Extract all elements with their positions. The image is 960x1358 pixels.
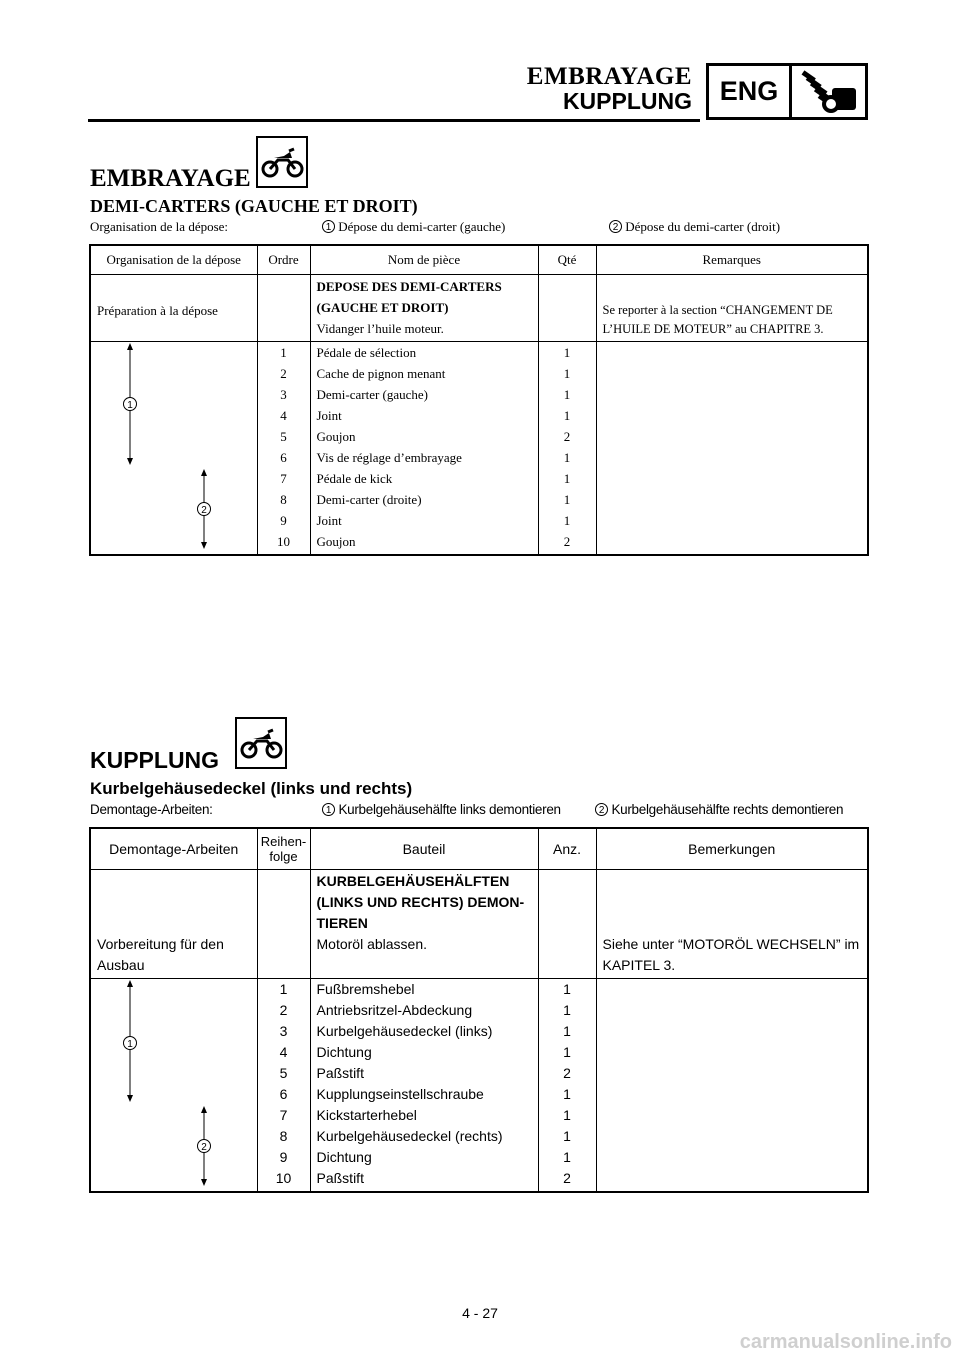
- col-header-order: Ordre: [257, 245, 310, 275]
- list-item-name: Joint: [316, 408, 342, 423]
- list-item-qty: 1: [563, 450, 571, 465]
- order-column: [257, 342, 310, 556]
- prep-name: Vidanger l’huile moteur.: [316, 321, 444, 336]
- list-item-name: Kurbelgehäusedeckel (links): [316, 1023, 493, 1039]
- list-item-order: 3: [280, 387, 287, 402]
- list-item-order: 5: [279, 1065, 288, 1081]
- engine-coil-icon: [792, 63, 868, 120]
- org-step-2-text: Dépose du demi-carter (droit): [625, 219, 781, 234]
- list-item-qty: 1: [563, 366, 571, 381]
- svg-text:1: 1: [127, 400, 133, 411]
- table-row-intro: [90, 275, 868, 342]
- section-title-de: KUPPLUNG: [90, 747, 220, 773]
- list-item-qty: 1: [563, 1107, 571, 1123]
- list-item-order: 1: [280, 345, 287, 360]
- svg-text:2: 2: [201, 505, 207, 516]
- list-item-qty: 1: [563, 471, 571, 486]
- list-item-qty: 1: [563, 981, 571, 997]
- list-item-qty: 2: [563, 1065, 571, 1081]
- list-item-order: 6: [280, 450, 287, 465]
- list-item-order: 6: [279, 1086, 288, 1102]
- list-item-qty: 1: [563, 513, 571, 528]
- col-header-organisation: Organisation de la dépose: [90, 245, 257, 275]
- svg-text:2: 2: [201, 1142, 207, 1153]
- list-item-qty: 2: [563, 1170, 571, 1186]
- list-item-name: Joint: [316, 513, 342, 528]
- step-2-marker: 2: [595, 803, 608, 816]
- list-item-name: Pédale de sélection: [316, 345, 417, 360]
- prep-remark: Siehe unter “MOTORÖL WECHSELN” im KAPITEL 3.: [596, 870, 868, 979]
- disassembly-table-de: [89, 827, 869, 1193]
- prep-label: Vorbereitung für den Ausbau: [90, 870, 257, 979]
- part-name-column: [310, 979, 538, 1193]
- list-item-name: Dichtung: [316, 1044, 372, 1060]
- page-number: 4 - 27: [462, 1305, 498, 1321]
- list-item-order: 5: [280, 429, 287, 444]
- org-step-2-de: [595, 802, 843, 817]
- watermark: carmanualsonline.info: [739, 1331, 952, 1353]
- col-header-order: Reihen-folge: [257, 828, 310, 870]
- list-item-order: 8: [279, 1128, 288, 1144]
- list-item-qty: 1: [563, 1002, 571, 1018]
- list-item-name: Paßstift: [316, 1170, 364, 1186]
- list-item-name: Demi-carter (gauche): [316, 387, 429, 402]
- list-item-qty: 2: [563, 429, 571, 444]
- list-item-name: Vis de réglage d’embrayage: [316, 450, 462, 465]
- list-item-qty: 1: [563, 1086, 571, 1102]
- subtitle-de: Kurbelgehäusedeckel (links und rechts): [90, 779, 413, 798]
- motorcycle-icon: [235, 717, 287, 769]
- list-item-name: Kupplungseinstellschraube: [316, 1086, 484, 1102]
- org-step-1-de: [322, 802, 561, 817]
- subtitle-fr: DEMI-CARTERS (GAUCHE ET DROIT): [90, 196, 418, 216]
- section-title-fr: EMBRAYAGE: [90, 165, 251, 192]
- list-item-order: 1: [279, 981, 288, 997]
- prep-remark: Se reporter à la section “CHANGEMENT DE L’HUILE DE MOTEUR” au CHAPITRE 3.: [596, 275, 868, 342]
- list-item-order: 9: [279, 1149, 288, 1165]
- intro-cell: [310, 870, 538, 979]
- list-item-name: Antriebsritzel-Abdeckung: [316, 1002, 473, 1018]
- col-header-organisation: Demontage-Arbeiten: [90, 828, 257, 870]
- list-item-name: Kurbelgehäusedeckel (rechts): [316, 1128, 503, 1144]
- range-arrows-cell: [90, 979, 257, 1193]
- range-arrows-cell: [90, 342, 257, 556]
- intro-cell: [310, 275, 538, 342]
- list-item-qty: 1: [563, 492, 571, 507]
- list-item-name: Goujon: [316, 429, 356, 444]
- table-body-row: [90, 979, 868, 1193]
- col-header-qty: Anz.: [538, 828, 596, 870]
- list-item-qty: 1: [563, 1128, 571, 1144]
- range-arrows: [91, 979, 257, 1191]
- step-1-marker: 1: [322, 803, 335, 816]
- list-item-order: 2: [279, 1002, 288, 1018]
- intro-title: DEPOSE DES DEMI-CARTERS (GAUCHE ET DROIT): [316, 279, 502, 315]
- list-item-qty: 1: [563, 387, 571, 402]
- table-header-row: [90, 828, 868, 870]
- prep-name: Motoröl ablassen.: [316, 936, 428, 952]
- svg-text:1: 1: [127, 1039, 133, 1050]
- list-item-name: Kickstarterhebel: [316, 1107, 417, 1123]
- org-step-1-fr: [322, 219, 505, 235]
- list-item-order: 10: [277, 534, 290, 549]
- step-2-marker: 2: [609, 220, 622, 233]
- list-item-qty: 1: [563, 1044, 571, 1060]
- list-item-name: Goujon: [316, 534, 356, 549]
- prep-label: Préparation à la dépose: [90, 275, 257, 342]
- header-title-de: KUPPLUNG: [562, 88, 692, 114]
- remarks-column: [596, 979, 868, 1193]
- col-header-part-name: Bauteil: [310, 828, 538, 870]
- list-item-qty: 1: [563, 1023, 571, 1039]
- list-item-qty: 1: [563, 1149, 571, 1165]
- step-1-marker: 1: [322, 220, 335, 233]
- list-item-order: 7: [280, 471, 287, 486]
- list-item-qty: 1: [563, 345, 571, 360]
- range-arrows: [91, 342, 257, 554]
- org-step-2-fr: [609, 219, 780, 235]
- eng-badge: ENG: [706, 63, 792, 120]
- list-item-qty: 2: [563, 534, 571, 549]
- list-item-order: 4: [279, 1044, 288, 1060]
- list-item-name: Pédale de kick: [316, 471, 393, 486]
- list-item-name: Demi-carter (droite): [316, 492, 422, 507]
- org-step-1-text: Dépose du demi-carter (gauche): [338, 219, 506, 234]
- qty-column: [538, 979, 596, 1193]
- list-item-name: Fußbremshebel: [316, 981, 415, 997]
- org-step-2-text: Kurbelgehäusehälfte rechts demontieren: [611, 802, 844, 817]
- list-item-order: 8: [280, 492, 287, 507]
- disassembly-table-fr: [89, 244, 869, 556]
- qty-column: [538, 342, 596, 556]
- org-step-1-text: Kurbelgehäusehälfte links demontieren: [338, 802, 561, 817]
- list-item-order: 3: [279, 1023, 288, 1039]
- list-item-order: 9: [280, 513, 287, 528]
- col-header-remarks: Bemerkungen: [596, 828, 868, 870]
- list-item-order: 7: [279, 1107, 288, 1123]
- header-title-fr: EMBRAYAGE: [526, 63, 692, 90]
- org-label-de: Demontage-Arbeiten:: [90, 802, 213, 817]
- list-item-name: Paßstift: [316, 1065, 364, 1081]
- intro-title: KURBELGEHÄUSEHÄLFTEN (LINKS UND RECHTS) DEMON-TIEREN: [316, 873, 525, 931]
- list-item-qty: 1: [563, 408, 571, 423]
- table-row-intro: [90, 870, 868, 979]
- order-column: [257, 979, 310, 1193]
- list-item-name: Cache de pignon menant: [316, 366, 446, 381]
- remarks-column: [596, 342, 868, 556]
- list-item-order: 4: [280, 408, 287, 423]
- list-item-order: 10: [275, 1170, 292, 1186]
- table-body-row: [90, 342, 868, 556]
- col-header-part-name: Nom de pièce: [310, 245, 538, 275]
- part-name-column: [310, 342, 538, 556]
- header-rule: [88, 119, 700, 122]
- org-label-fr: Organisation de la dépose:: [90, 219, 229, 234]
- list-item-order: 2: [280, 366, 287, 381]
- col-header-remarks: Remarques: [596, 245, 868, 275]
- table-header-row: [90, 245, 868, 275]
- motorcycle-icon: [256, 136, 308, 188]
- list-item-name: Dichtung: [316, 1149, 372, 1165]
- col-header-qty: Qté: [538, 245, 596, 275]
